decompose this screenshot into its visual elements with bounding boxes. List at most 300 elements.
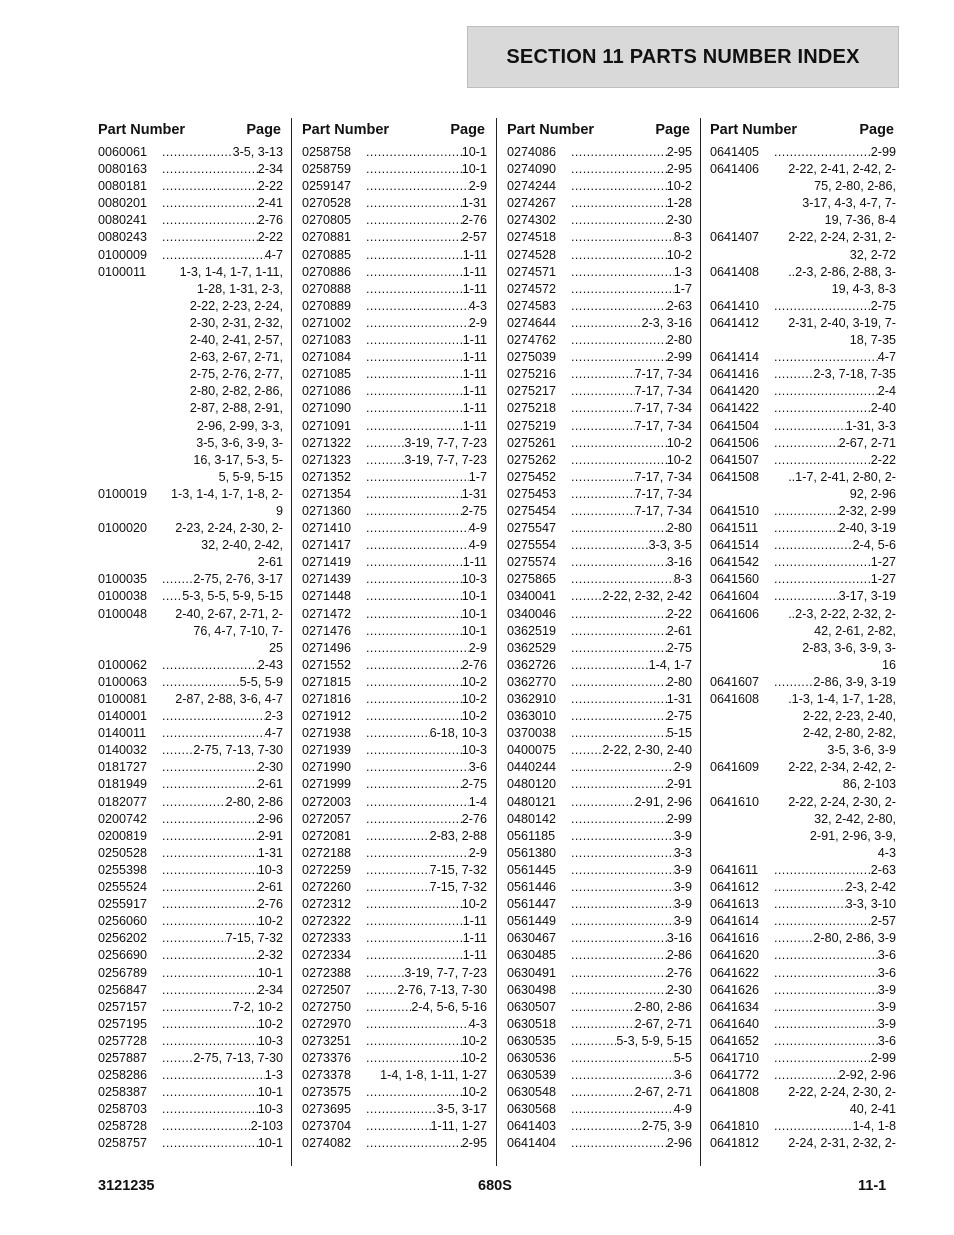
part-number: 0274644 — [507, 315, 557, 330]
index-entry — [710, 1067, 896, 1084]
dot-leader — [162, 571, 193, 588]
page-reference-line: 9 — [275, 503, 283, 518]
page-reference-value: 2-9 — [468, 640, 487, 655]
page-references — [366, 862, 487, 879]
page-references — [774, 435, 896, 452]
page-reference-value: 8-3 — [673, 572, 692, 587]
index-entry — [302, 298, 487, 315]
page-reference-value: 3-16 — [666, 931, 692, 946]
page-references — [571, 657, 692, 674]
page-references — [571, 537, 692, 554]
part-number: 0340046 — [507, 606, 557, 621]
page-references — [162, 144, 283, 161]
page-reference-value: 2-80, 2-86 — [634, 999, 692, 1014]
page-references — [366, 708, 487, 725]
index-entry — [302, 725, 487, 742]
page-reference-line: 18, 7-35 — [849, 333, 896, 348]
page-references — [366, 896, 487, 913]
index-entry — [710, 879, 896, 896]
index-entry — [302, 452, 487, 469]
dot-leader — [571, 999, 635, 1016]
index-entry — [302, 418, 487, 435]
dot-leader — [774, 554, 871, 571]
page-references — [366, 178, 487, 195]
page-references — [162, 725, 283, 742]
part-number: 0274518 — [507, 230, 557, 245]
dot-leader — [366, 264, 463, 281]
part-number: 0271322 — [302, 435, 352, 450]
part-number: 0641606 — [710, 606, 760, 621]
index-entry — [302, 1016, 487, 1033]
page-references — [774, 315, 896, 349]
dot-leader — [366, 828, 430, 845]
page-references — [162, 982, 283, 999]
dot-leader — [366, 452, 404, 469]
dot-leader — [162, 1050, 193, 1067]
index-entry — [710, 452, 896, 469]
index-entry — [507, 1016, 692, 1033]
index-entry — [302, 1101, 487, 1118]
page-reference-value: 3-17, 3-19 — [838, 589, 896, 604]
dot-leader — [571, 1050, 674, 1067]
page-reference-value: 10-1 — [257, 965, 283, 980]
page-references — [774, 1016, 896, 1033]
part-number: 0641416 — [710, 367, 760, 382]
page-reference-value: 1-31 — [257, 845, 283, 860]
dot-leader — [162, 195, 258, 212]
part-number: 0100019 — [98, 486, 148, 501]
page-reference-value: 1-11 — [462, 367, 487, 382]
page-reference-line: 4-3 — [877, 845, 896, 860]
page-reference-value: 1-11 — [462, 264, 487, 279]
dot-leader — [571, 486, 635, 503]
page-references — [162, 247, 283, 264]
index-entry — [710, 1135, 896, 1152]
dot-leader — [366, 947, 463, 964]
part-number: 0275865 — [507, 572, 557, 587]
part-number: 0271086 — [302, 384, 352, 399]
dot-leader — [162, 828, 258, 845]
page-reference-line: 2-23, 2-24, 2-30, 2- — [175, 521, 283, 536]
dot-leader — [366, 178, 469, 195]
index-entry — [98, 913, 283, 930]
part-number: 0561185 — [507, 828, 556, 843]
index-entry — [98, 571, 283, 588]
page-references — [366, 281, 487, 298]
footer-doc-number: 3121235 — [98, 1178, 155, 1194]
page-references — [366, 349, 487, 366]
page-references — [366, 435, 487, 452]
dot-leader — [366, 657, 462, 674]
page-references — [366, 315, 487, 332]
dot-leader — [571, 708, 667, 725]
page-references — [162, 229, 283, 246]
index-entry — [302, 144, 487, 161]
dot-leader — [571, 742, 602, 759]
index-entry — [507, 315, 692, 332]
page-references — [162, 1118, 283, 1135]
index-entry — [710, 982, 896, 999]
index-entry — [507, 1118, 692, 1135]
part-number: 0274762 — [507, 333, 557, 348]
page-references — [571, 930, 692, 947]
page-references — [774, 999, 896, 1016]
dot-leader — [571, 828, 674, 845]
part-number: 0275217 — [507, 384, 557, 399]
index-entry — [302, 571, 487, 588]
part-number: 0273378 — [302, 1068, 352, 1083]
index-entry — [710, 144, 896, 161]
page-reference-line: 1-4, 1-8, 1-11, 1-27 — [380, 1068, 487, 1083]
page-reference-line: 32, 2-40, 2-42, — [201, 538, 283, 553]
dot-leader — [571, 400, 635, 417]
page-reference-value: 1-27 — [870, 572, 896, 587]
index-entry — [710, 691, 896, 759]
part-number: 0255398 — [98, 862, 148, 877]
page-reference-value: 3-19, 7-7, 7-23 — [404, 452, 487, 467]
page-reference-value: 10-1 — [461, 162, 487, 177]
page-references — [162, 930, 283, 947]
part-number: 0271472 — [302, 606, 352, 621]
dot-leader — [774, 298, 871, 315]
dot-leader — [774, 366, 813, 383]
part-number: 0270881 — [302, 230, 352, 245]
dot-leader — [366, 315, 469, 332]
part-number: 0480121 — [507, 794, 557, 809]
page-references — [774, 862, 896, 879]
part-number: 0200819 — [98, 828, 148, 843]
part-number: 0080181 — [98, 179, 148, 194]
dot-leader — [571, 725, 667, 742]
dot-leader — [366, 982, 397, 999]
page-reference-value: 2-80 — [666, 521, 692, 536]
page-references — [774, 759, 896, 793]
part-number: 0100063 — [98, 674, 148, 689]
page-reference-value: 5-15 — [666, 726, 692, 741]
index-entry — [507, 828, 692, 845]
dot-leader — [571, 811, 667, 828]
page-reference-value: 3-6 — [877, 1033, 896, 1048]
page-references — [571, 435, 692, 452]
page-reference-value: 2-83, 2-88 — [429, 828, 487, 843]
index-entry — [98, 1118, 283, 1135]
index-entry — [507, 759, 692, 776]
page-references — [774, 1050, 896, 1067]
page-references — [162, 776, 283, 793]
part-number: 0200742 — [98, 811, 148, 826]
page-reference-value: 7-15, 7-32 — [225, 931, 283, 946]
part-number: 0250528 — [98, 845, 148, 860]
index-entry — [507, 606, 692, 623]
page-references — [571, 982, 692, 999]
part-number: 0275454 — [507, 503, 557, 518]
part-number: 0641410 — [710, 298, 760, 313]
dot-leader — [571, 383, 635, 400]
page-reference-value: 7-17, 7-34 — [634, 401, 692, 416]
part-number: 0641808 — [710, 1085, 760, 1100]
page-references — [366, 554, 487, 571]
page-references — [571, 298, 692, 315]
page-reference-value: 2-3, 2-42 — [845, 880, 896, 895]
part-number: 0258758 — [302, 145, 352, 159]
page-reference-line: 19, 4-3, 8-3 — [831, 281, 896, 296]
dot-leader — [162, 776, 258, 793]
page-reference-value: 10-3 — [461, 743, 487, 758]
column-header — [710, 118, 896, 138]
page-references — [366, 606, 487, 623]
part-number: 0258757 — [98, 1136, 148, 1151]
index-entry — [302, 947, 487, 964]
part-number: 0630536 — [507, 1050, 557, 1065]
index-entry — [507, 657, 692, 674]
page-references — [162, 965, 283, 982]
page-references — [366, 161, 487, 178]
page-references — [162, 1101, 283, 1118]
part-number: 0271085 — [302, 367, 352, 382]
index-entry — [98, 896, 283, 913]
page-reference-value: 5-3, 5-9, 5-15 — [616, 1033, 692, 1048]
page-references — [774, 1033, 896, 1050]
dot-leader — [162, 588, 182, 605]
page-reference-value: 7-17, 7-34 — [634, 367, 692, 382]
part-number-heading: Part Number — [98, 122, 186, 138]
dot-leader — [366, 435, 404, 452]
page-references — [571, 452, 692, 469]
page-reference-value: 1-11 — [462, 350, 487, 365]
page-reference-value: 1-7 — [468, 469, 487, 484]
page-reference-value: 2-67, 2-71 — [838, 435, 896, 450]
page-reference-value: 3-6 — [877, 948, 896, 963]
page-reference-line: ..1-7, 2-41, 2-80, 2- — [788, 469, 896, 484]
part-number: 0271939 — [302, 743, 352, 758]
dot-leader — [162, 247, 265, 264]
index-entry — [302, 965, 487, 982]
page-reference-value: 8-3 — [673, 230, 692, 245]
page-references — [571, 315, 692, 332]
page-reference-value: 10-2 — [461, 692, 487, 706]
index-entry — [302, 1084, 487, 1101]
part-number: 0561447 — [507, 897, 557, 912]
dot-leader — [366, 349, 463, 366]
part-number: 0480120 — [507, 777, 557, 792]
page-references — [162, 742, 283, 759]
index-entry — [507, 503, 692, 520]
page-references — [774, 1135, 896, 1152]
page-reference-line: 5, 5-9, 5-15 — [218, 469, 283, 484]
page-reference-value: 3-9 — [673, 897, 692, 912]
page-references — [571, 1135, 692, 1152]
index-entry — [507, 144, 692, 161]
page-references — [774, 503, 896, 520]
page-reference-line: 40, 2-41 — [849, 1102, 896, 1117]
part-number: 0641614 — [710, 914, 760, 929]
page-reference-value: 1-3 — [264, 1068, 283, 1083]
page-reference-value: 3-9 — [877, 982, 896, 997]
part-number: 0274086 — [507, 145, 557, 159]
dot-leader — [366, 161, 462, 178]
page-references — [366, 1067, 487, 1084]
dot-leader — [366, 537, 469, 554]
part-number: 0257887 — [98, 1050, 148, 1065]
index-entry — [507, 1135, 692, 1152]
part-number: 0275039 — [507, 350, 557, 365]
index-entry — [98, 1101, 283, 1118]
page-reference-value: 10-2 — [666, 452, 692, 467]
dot-leader — [571, 247, 667, 264]
part-number: 0100009 — [98, 247, 148, 262]
page-references — [571, 349, 692, 366]
dot-leader — [571, 1135, 667, 1152]
page-references — [774, 161, 896, 229]
dot-leader — [774, 383, 878, 400]
page-reference-value: 10-3 — [461, 572, 487, 587]
index-entry — [507, 982, 692, 999]
dot-leader — [774, 862, 871, 879]
index-entry — [98, 1050, 283, 1067]
dot-leader — [366, 469, 469, 486]
page-references — [571, 144, 692, 161]
page-reference-line: 1-28, 1-31, 2-3, — [196, 281, 283, 296]
page-reference-value: 1-27 — [870, 555, 896, 570]
dot-leader — [162, 1135, 258, 1152]
part-number: 0641504 — [710, 418, 760, 433]
part-number: 0362529 — [507, 640, 557, 655]
page-reference-value: 2-9 — [673, 760, 692, 775]
page-reference-value: 4-9 — [468, 538, 487, 553]
index-entry — [98, 247, 283, 264]
index-entry — [302, 623, 487, 640]
page-reference-value: 7-15, 7-32 — [429, 862, 487, 877]
dot-leader — [774, 999, 878, 1016]
page-reference-value: 10-1 — [461, 623, 487, 638]
page-reference-value: 2-34 — [257, 982, 283, 997]
page-references — [774, 554, 896, 571]
part-number: 0275574 — [507, 555, 557, 570]
page-reference-value: 3-9 — [673, 880, 692, 895]
page-references — [366, 264, 487, 281]
page-references — [571, 383, 692, 400]
page-heading: Page — [655, 122, 690, 138]
index-entry — [302, 691, 487, 708]
page-reference-value: 2-57 — [870, 914, 896, 929]
index-entry — [507, 1101, 692, 1118]
part-number: 0272322 — [302, 914, 352, 929]
dot-leader — [774, 435, 839, 452]
dot-leader — [571, 554, 667, 571]
page-reference-value: 4-7 — [877, 350, 896, 365]
dot-leader — [774, 947, 878, 964]
index-entry — [710, 606, 896, 674]
dot-leader — [774, 537, 853, 554]
page-reference-value: 2-34 — [257, 162, 283, 177]
part-number: 0271448 — [302, 589, 352, 604]
index-entry — [507, 930, 692, 947]
page-references — [366, 623, 487, 640]
index-entry — [507, 332, 692, 349]
page-references — [162, 828, 283, 845]
index-entry — [507, 229, 692, 246]
dot-leader — [774, 588, 839, 605]
index-entry — [302, 588, 487, 605]
page-references — [571, 264, 692, 281]
part-number: 0362519 — [507, 623, 557, 638]
page-reference-line: ..2-3, 2-86, 2-88, 3- — [788, 264, 896, 279]
index-entry — [98, 486, 283, 520]
page-reference-line: 2-31, 2-40, 3-19, 7- — [788, 315, 896, 330]
dot-leader — [162, 811, 258, 828]
page-reference-line: 25 — [268, 640, 283, 655]
index-entry — [98, 965, 283, 982]
page-references — [774, 349, 896, 366]
page-reference-value: 2-9 — [468, 179, 487, 194]
index-entry — [507, 640, 692, 657]
part-number: 0274267 — [507, 196, 557, 211]
part-number: 0274571 — [507, 264, 557, 279]
page-references — [774, 400, 896, 417]
part-number: 0272260 — [302, 880, 352, 895]
part-number: 0362770 — [507, 674, 557, 689]
index-entry — [507, 1050, 692, 1067]
index-entry — [98, 862, 283, 879]
part-number: 0080163 — [98, 162, 148, 177]
dot-leader — [366, 623, 462, 640]
index-entry — [98, 759, 283, 776]
index-column-2 — [302, 118, 497, 1166]
page-references — [366, 1084, 487, 1101]
dot-leader — [571, 229, 674, 246]
page-references — [571, 896, 692, 913]
index-entry — [710, 759, 896, 793]
dot-leader — [366, 965, 404, 982]
dot-leader — [366, 913, 463, 930]
page-reference-value: 2-75, 7-13, 7-30 — [193, 743, 283, 758]
page-references — [366, 383, 487, 400]
page-references — [366, 1033, 487, 1050]
page-reference-value: 2-80 — [666, 333, 692, 348]
dot-leader — [366, 811, 462, 828]
part-number: 0641652 — [710, 1033, 760, 1048]
page-reference-value: 2-4 — [877, 384, 896, 399]
page-reference-value: 2-22, 2-32, 2-42 — [602, 589, 692, 604]
index-entry — [302, 503, 487, 520]
dot-leader — [366, 144, 462, 161]
page-references — [571, 1118, 692, 1135]
part-number: 0272334 — [302, 948, 352, 963]
page-reference-value: 1-11 — [462, 333, 487, 348]
index-entry — [302, 1050, 487, 1067]
page-references — [162, 161, 283, 178]
part-number: 0630539 — [507, 1068, 557, 1083]
index-entry — [302, 708, 487, 725]
index-entry — [302, 862, 487, 879]
part-number: 0270805 — [302, 213, 352, 228]
page-references — [571, 913, 692, 930]
part-number: 0641406 — [710, 162, 760, 177]
page-reference-value: 2-95 — [666, 162, 692, 177]
page-reference-line: ..2-3, 2-22, 2-32, 2- — [788, 606, 896, 621]
part-number: 0182077 — [98, 794, 148, 809]
page-reference-value: 10-2 — [461, 897, 487, 912]
page-references — [774, 879, 896, 896]
page-references — [366, 1101, 487, 1118]
page-references — [571, 554, 692, 571]
index-entry — [98, 742, 283, 759]
index-entry — [507, 965, 692, 982]
part-number: 0257728 — [98, 1033, 148, 1048]
index-entry — [98, 982, 283, 999]
page-references — [774, 144, 896, 161]
page-references — [571, 999, 692, 1016]
